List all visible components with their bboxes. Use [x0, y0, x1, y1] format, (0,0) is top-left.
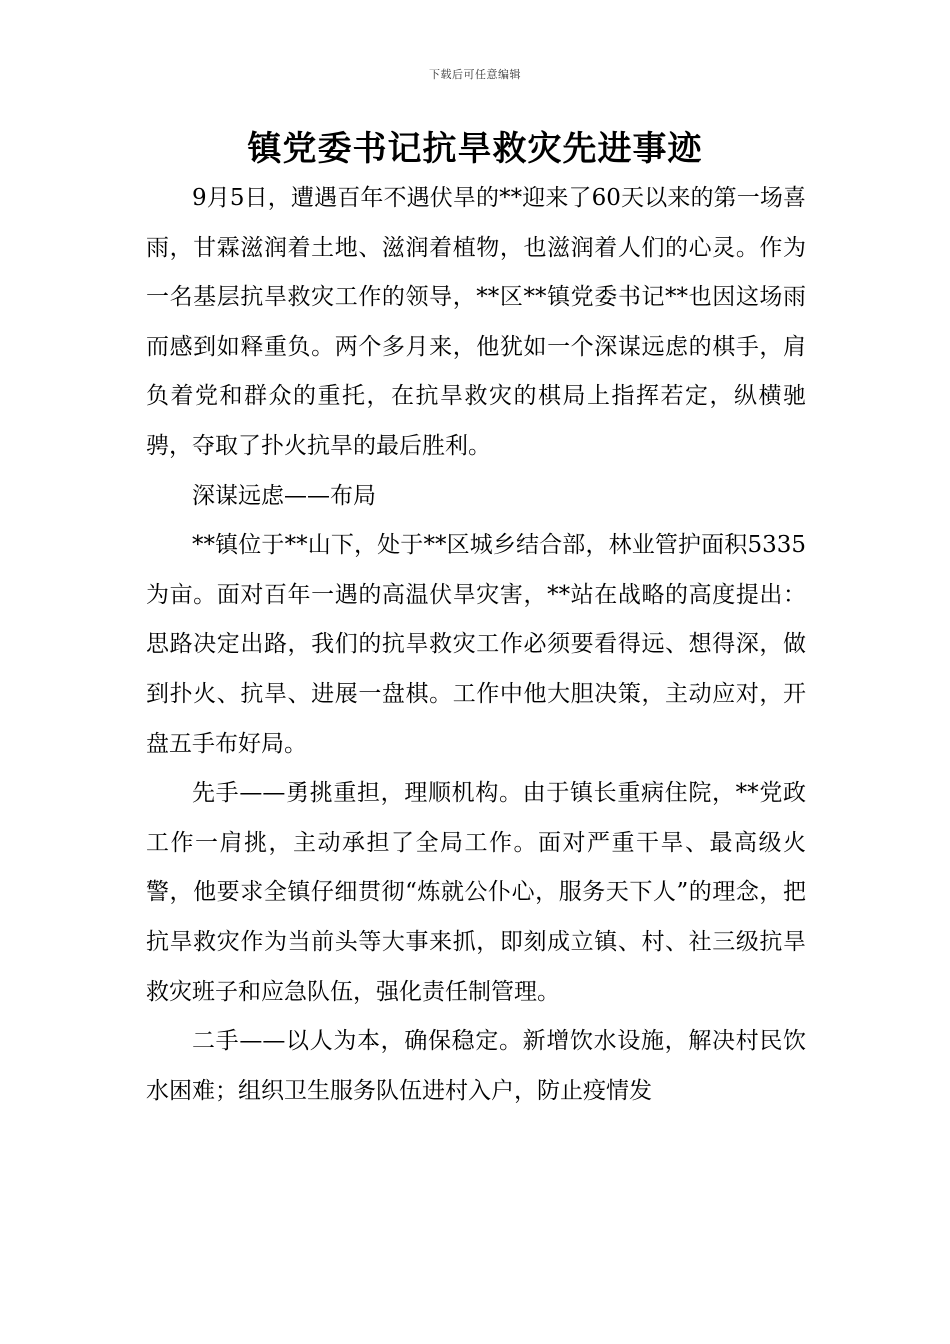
paragraph-second-move: 二手——以人为本，确保稳定。新增饮水设施，解决村民饮水困难；组织卫生服务队伍进村入户，防止疫情发 [146, 1028, 806, 1104]
document-title: 镇党委书记抗旱救灾先进事迹 [247, 129, 703, 169]
paragraph-overview: **镇位于**山下，处于**区城乡结合部，林业管护面积5335为亩。面对百年一遇的高温伏旱灾害，**站在战略的高度提出：思路决定出路，我们的抗旱救灾工作必须要看得远、想得深，做到扑火、抗旱、进展一盘棋。工作中他大胆决策，主动应对，开盘五手布好局。 [146, 532, 806, 757]
header-note: 下载后可任意编辑 [429, 68, 521, 81]
section-heading: 深谋远虑——布局 [192, 482, 376, 509]
document-body [146, 174, 806, 1116]
paragraph-first-move: 先手——勇挑重担，理顺机构。由于镇长重病住院，**党政工作一肩挑，主动承担了全局工作。面对严重干旱、最高级火警，他要求全镇仔细贯彻“炼就公仆心，服务天下人”的理念，把抗旱救灾作为当前头等大事来抓，即刻成立镇、村、社三级抗旱救灾班子和应急队伍，强化责任制管理。 [146, 780, 806, 1005]
paragraph-intro: 9月5日，遭遇百年不遇伏旱的**迎来了60天以来的第一场喜雨，甘霖滋润着土地、滋润着植物，也滋润着人们的心灵。作为一名基层抗旱救灾工作的领导，**区**镇党委书记**也因这场雨而感到如释重负。两个多月来，他犹如一个深谋远虑的棋手，肩负着党和群众的重托，在抗旱救灾的棋局上指挥若定，纵横驰骋，夺取了扑火抗旱的最后胜利。 [146, 185, 806, 459]
